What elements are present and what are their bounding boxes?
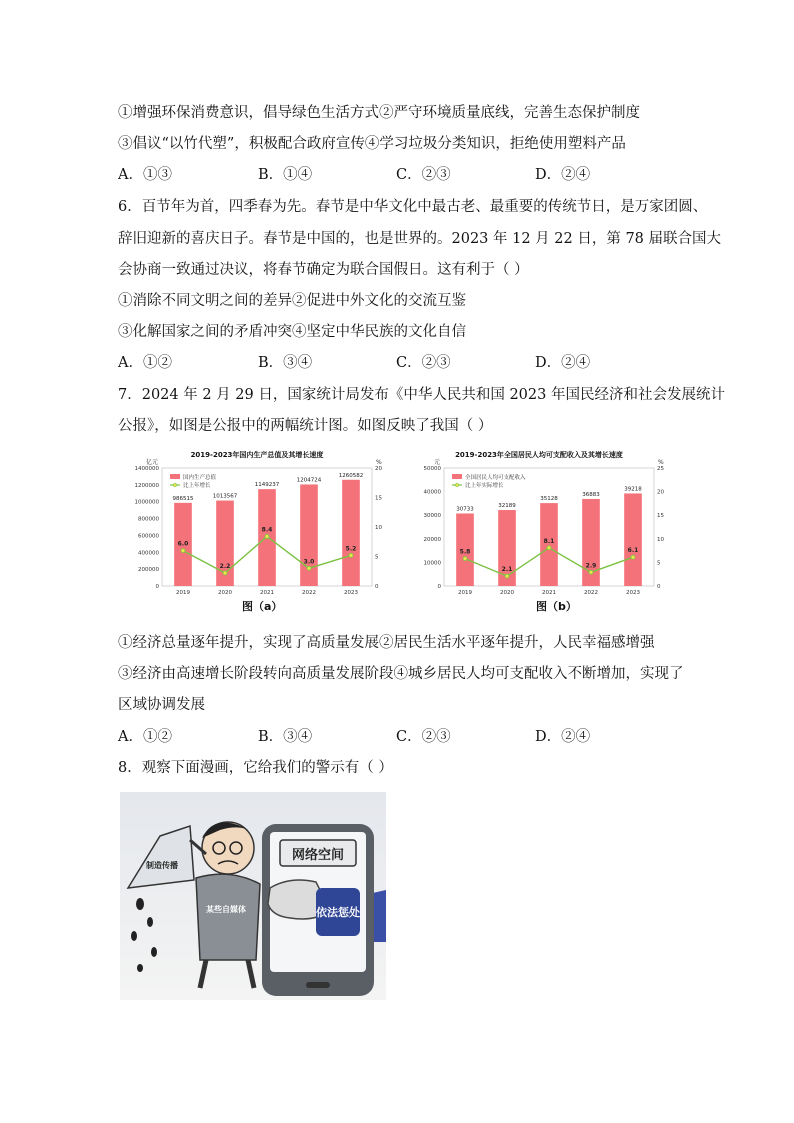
- chart-a-x-tick-label: 2023: [344, 590, 358, 596]
- phone-home-button: [306, 982, 330, 988]
- q6-statement-1: ①消除不同文明之间的差异②促进中外文化的交流互鉴: [118, 293, 466, 309]
- chart-b-y-unit-right: %: [658, 459, 664, 466]
- chart-a-y2-tick-label: 10: [375, 525, 382, 531]
- q7-option-c[interactable]: C．②③: [396, 729, 451, 745]
- chart-b-bar: [624, 493, 642, 586]
- chart-b-legend-bar-swatch: [452, 474, 462, 479]
- chart-b-x-tick-label: 2021: [542, 590, 556, 596]
- chart-a-growth-point: [223, 571, 227, 575]
- chart-a-y-tick-label: 1400000: [134, 466, 159, 472]
- chart-a-y-tick-label: 800000: [138, 516, 159, 523]
- chart-a-growth-point: [349, 553, 353, 557]
- q7-option-d[interactable]: D．②④: [535, 729, 591, 745]
- q7-stem-1: 7．2024 年 2 月 29 日，国家统计局发布《中华人民共和国 2023 年国民经济和社会发展统计: [118, 387, 725, 403]
- ink-drop: [131, 931, 137, 941]
- chart-a-growth-value-label: 3.0: [303, 558, 315, 566]
- q5-option-d[interactable]: D．②④: [535, 167, 591, 183]
- chart-a-y2-tick-label: 5: [375, 554, 379, 561]
- cartoon-illustration: [120, 792, 386, 1000]
- chart-b-y2-tick-label: 20: [657, 489, 664, 496]
- chart-a-growth-value-label: 8.4: [261, 526, 273, 534]
- chart-b-bar-value-label: 32189: [498, 503, 516, 510]
- chart-b-growth-point: [547, 546, 551, 550]
- chart-a-title: 2019-2023年国内生产总值及其增长速度: [190, 451, 324, 459]
- chart-a-plot: [118, 446, 396, 598]
- chart-b-growth-value-label: 2.1: [501, 566, 513, 574]
- chart-b-y2-tick-label: 10: [657, 536, 664, 543]
- chart-a-growth-point: [307, 566, 311, 570]
- q6-option-a[interactable]: A．①②: [118, 355, 172, 371]
- chart-b-figure-label: 图（b）: [536, 600, 577, 613]
- q6-option-b[interactable]: B．③④: [258, 355, 313, 371]
- ink-drop: [147, 917, 153, 927]
- cartoon-image: [120, 792, 386, 1000]
- chart-b-y-tick-label: 20000: [423, 536, 441, 543]
- chart-b-title: 2019-2023年全国居民人均可支配收入及其增长速度: [455, 451, 623, 459]
- chart-a-legend-bar-swatch: [170, 474, 180, 479]
- chart-a-bar-value-label: 1149237: [254, 482, 280, 489]
- q6-statement-2: ③化解国家之间的矛盾冲突④坚定中华民族的文化自信: [118, 324, 466, 340]
- chart-b-y2-tick-label: 15: [657, 513, 664, 520]
- chart-b: [400, 446, 678, 614]
- chart-a-y-unit-left: 亿元: [145, 459, 158, 466]
- chart-a-x-tick-label: 2020: [218, 590, 232, 596]
- chart-a-y-tick-label: 1200000: [134, 482, 159, 489]
- fist-label: 依法惩处: [316, 906, 360, 919]
- chart-a-y-unit-right: %: [376, 459, 382, 466]
- chart-a-bar-value-label: 1204724: [296, 477, 322, 484]
- chart-a-x-tick-label: 2019: [176, 590, 190, 596]
- chart-a-growth-point: [181, 549, 185, 553]
- chart-b-y-tick-label: 0: [437, 584, 441, 590]
- man-body: [196, 874, 260, 960]
- man-label: 某些自媒体: [206, 905, 246, 914]
- chart-a-y-tick-label: 600000: [138, 533, 159, 540]
- chart-a-bar-value-label: 1260582: [338, 472, 364, 479]
- chart-b-bar-value-label: 30733: [456, 506, 474, 513]
- chart-b-growth-value-label: 5.8: [459, 548, 471, 556]
- q6-option-c[interactable]: C．②③: [396, 355, 451, 371]
- q5-statement-2: ③倡议“以竹代塑”，积极配合政府宣传④学习垃圾分类知识，拒绝使用塑料产品: [118, 136, 626, 152]
- chart-b-growth-value-label: 6.1: [627, 547, 639, 555]
- chart-a-bar-value-label: 986515: [172, 495, 194, 502]
- chart-a-x-tick-label: 2021: [260, 590, 274, 596]
- q5-option-a[interactable]: A．①③: [118, 167, 172, 183]
- chart-a-y2-tick-label: 0: [375, 584, 379, 590]
- chart-a: [118, 446, 396, 614]
- q7-statement-1: ①经济总量逐年提升，实现了高质量发展②居民生活水平逐年提升，人民幸福感增强: [118, 635, 655, 651]
- chart-a-y-tick-label: 1000000: [134, 499, 159, 506]
- chart-a-bar: [342, 480, 360, 586]
- q7-option-b[interactable]: B．③④: [258, 729, 313, 745]
- chart-a-growth-value-label: 6.0: [177, 540, 189, 548]
- chart-a-y-tick-label: 400000: [138, 550, 159, 557]
- chart-b-x-tick-label: 2019: [458, 590, 472, 596]
- chart-b-growth-value-label: 2.9: [585, 562, 597, 570]
- chart-b-x-tick-label: 2022: [584, 590, 598, 596]
- chart-b-bar-value-label: 39218: [624, 486, 642, 493]
- chart-b-growth-point: [463, 557, 467, 561]
- chart-a-x-tick-label: 2022: [302, 590, 316, 596]
- chart-b-y2-tick-label: 5: [657, 560, 661, 567]
- chart-b-y2-tick-label: 0: [657, 584, 661, 590]
- chart-a-bar: [300, 484, 318, 586]
- chart-a-legend-bar-label: 国内生产总值: [183, 475, 217, 481]
- q5-option-c[interactable]: C．②③: [396, 167, 451, 183]
- chart-b-bar-value-label: 35128: [540, 496, 558, 503]
- q5-statement-1: ①增强环保消费意识，倡导绿色生活方式②严守环境质量底线，完善生态保护制度: [118, 105, 640, 121]
- chart-b-legend-bar-label: 全国居民人均可支配收入: [465, 475, 526, 481]
- chart-a-growth-value-label: 2.2: [219, 563, 231, 571]
- q7-statement-3: 区域协调发展: [118, 697, 205, 713]
- chart-b-y-tick-label: 10000: [423, 560, 441, 567]
- chart-b-x-tick-label: 2020: [500, 590, 514, 596]
- ink-drop: [136, 898, 144, 910]
- chart-b-growth-value-label: 8.1: [543, 537, 555, 545]
- chart-b-legend-line-marker: [455, 483, 458, 486]
- q6-stem-2: 辞旧迎新的喜庆日子。春节是中国的，也是世界的。2023 年 12 月 22 日，第 78 届联合国大: [118, 231, 722, 247]
- chart-a-y2-tick-label: 15: [375, 495, 382, 502]
- chart-b-growth-point: [631, 555, 635, 559]
- chart-a-y-tick-label: 200000: [138, 567, 159, 574]
- q8-stem: 8．观察下面漫画，它给我们的警示有（ ）: [118, 760, 393, 776]
- chart-b-y-unit-left: 元: [433, 459, 440, 466]
- chart-b-y-tick-label: 40000: [423, 489, 441, 496]
- chart-b-plot: [400, 446, 678, 598]
- ink-drop: [151, 947, 157, 957]
- chart-a-figure-label: 图（a）: [242, 600, 283, 613]
- ink-drop: [137, 964, 143, 972]
- q5-option-b[interactable]: B．①④: [258, 167, 313, 183]
- chart-b-growth-point: [505, 574, 509, 578]
- chart-a-legend-line-label: 比上年增长: [183, 483, 211, 489]
- q6-stem-3: 会协商一致通过决议，将春节确定为联合国假日。这有利于（ ）: [118, 262, 529, 278]
- q7-statement-2: ③经济由高速增长阶段转向高质量发展阶段④城乡居民人均可支配收入不断增加，实现了: [118, 666, 684, 682]
- q6-option-d[interactable]: D．②④: [535, 355, 591, 371]
- chart-a-bar-value-label: 1013567: [212, 493, 238, 500]
- chart-b-x-tick-label: 2023: [626, 590, 640, 596]
- chart-b-y2-tick-label: 25: [657, 466, 664, 472]
- chart-a-growth-value-label: 5.2: [345, 545, 357, 553]
- chart-b-growth-point: [589, 570, 593, 574]
- q7-option-a[interactable]: A．①②: [118, 729, 172, 745]
- chart-a-legend-line-marker: [173, 483, 176, 486]
- chart-b-y-tick-label: 50000: [423, 466, 441, 472]
- screen-title: 网络空间: [291, 848, 345, 863]
- chart-a-y2-tick-label: 20: [375, 466, 382, 472]
- chart-b-bar-value-label: 36883: [582, 491, 600, 498]
- megaphone-label: 制造传播: [146, 861, 178, 870]
- chart-a-growth-point: [265, 534, 269, 538]
- chart-b-legend-line-label: 比上年实际增长: [465, 483, 504, 489]
- chart-b-y-tick-label: 30000: [423, 513, 441, 520]
- q7-stem-2: 公报》，如图是公报中的两幅统计图。如图反映了我国（ ）: [118, 418, 493, 434]
- chart-a-y-tick-label: 0: [155, 584, 159, 590]
- q6-stem-1: 6．百节年为首，四季春为先。春节是中华文化中最古老、最重要的传统节日，是万家团圆、: [118, 199, 708, 215]
